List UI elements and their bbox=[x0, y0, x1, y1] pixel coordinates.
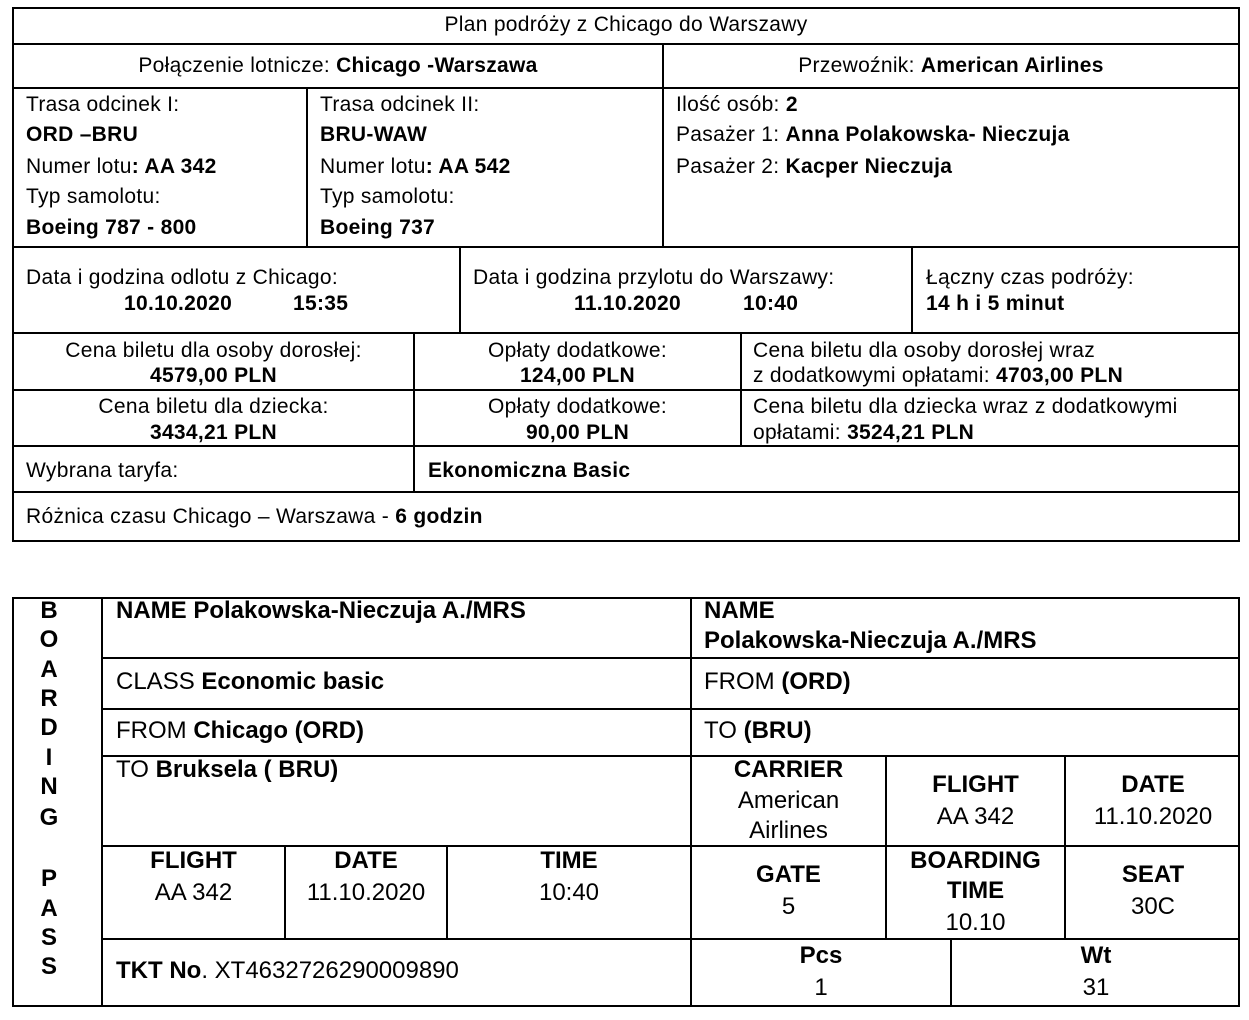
bp-name: NAME Polakowska-Nieczuja A./MRS bbox=[116, 597, 526, 624]
carrier-label: Przewoźnik: bbox=[798, 54, 915, 77]
leg2-aircraft-value: Boeing 737 bbox=[320, 216, 436, 239]
vertical-letter: B bbox=[40, 597, 58, 624]
passenger-2: Pasażer 2: Kacper Nieczuja bbox=[676, 155, 953, 178]
leg2-route-value: BRU-WAW bbox=[320, 123, 428, 146]
departure-date: 10.10.2020 bbox=[124, 292, 233, 315]
stub-flight-label: FLIGHT bbox=[932, 771, 1019, 798]
stub-wt-label: Wt bbox=[1080, 942, 1112, 969]
leg1-aircraft-value: Boeing 787 - 800 bbox=[26, 216, 197, 239]
stub-name-value: Polakowska-Nieczuja A./MRS bbox=[704, 627, 1037, 654]
arrival-date: 11.10.2020 bbox=[574, 292, 681, 315]
stub-boarding-label1: BOARDING bbox=[910, 847, 1041, 874]
stub-from: FROM (ORD) bbox=[704, 668, 851, 695]
leg1-route-label: Trasa odcinek I: bbox=[26, 93, 180, 116]
stub-date-label: DATE bbox=[1121, 771, 1185, 798]
bp-date-value: 11.10.2020 bbox=[306, 879, 426, 906]
stub-name-label: NAME bbox=[704, 597, 775, 624]
stub-boarding-value: 10.10 bbox=[945, 909, 1006, 936]
child-price-label: Cena biletu dla dziecka: bbox=[98, 395, 329, 418]
leg1-flight: Numer lotu: AA 342 bbox=[26, 155, 217, 178]
arrival-label: Data i godzina przylotu do Warszawy: bbox=[473, 266, 835, 289]
carrier-value: American Airlines bbox=[920, 54, 1104, 77]
bp-class: CLASS Economic basic bbox=[116, 668, 385, 695]
child-fee-value: 90,00 PLN bbox=[525, 421, 630, 444]
vertical-letter: P bbox=[40, 865, 57, 892]
vertical-letter: A bbox=[40, 656, 58, 683]
adult-price-value: 4579,00 PLN bbox=[149, 364, 278, 387]
vertical-letter: S bbox=[40, 953, 57, 980]
stub-gate-value: 5 bbox=[781, 893, 796, 920]
stub-flight-value: AA 342 bbox=[936, 803, 1015, 830]
bp-time-value: 10:40 bbox=[538, 879, 600, 906]
passenger-1: Pasażer 1: Anna Polakowska- Nieczuja bbox=[676, 123, 1070, 146]
plan-title: Plan podróży z Chicago do Warszawy bbox=[444, 13, 808, 36]
connection-label: Połączenie lotnicze: bbox=[138, 54, 330, 77]
arrival-time: 10:40 bbox=[743, 292, 799, 315]
connection-cell bbox=[14, 53, 662, 79]
vertical-letter: I bbox=[45, 744, 53, 771]
stub-boarding-label2: TIME bbox=[946, 877, 1005, 904]
stub-carrier-line2: Airlines bbox=[749, 817, 828, 844]
bp-to: TO Bruksela ( BRU) bbox=[116, 756, 339, 783]
bp-flight-value: AA 342 bbox=[154, 879, 233, 906]
bp-ticket-number: TKT No. XT4632726290009890 bbox=[116, 957, 459, 984]
bp-flight-label: FLIGHT bbox=[150, 847, 237, 874]
child-total-line2: opłatami: 3524,21 PLN bbox=[753, 421, 975, 444]
time-difference: Różnica czasu Chicago – Warszawa - 6 godzin bbox=[26, 505, 483, 528]
bp-time-label: TIME bbox=[540, 847, 598, 874]
leg2-flight: Numer lotu: AA 542 bbox=[320, 155, 511, 178]
leg2-aircraft-label: Typ samolotu: bbox=[320, 185, 455, 208]
stub-pcs-label: Pcs bbox=[799, 942, 843, 969]
leg2-route-label: Trasa odcinek II: bbox=[320, 93, 480, 116]
carrier-cell bbox=[664, 53, 1238, 79]
vertical-letter: D bbox=[40, 714, 58, 741]
vertical-letter: O bbox=[39, 626, 59, 653]
vertical-letter: A bbox=[40, 895, 58, 922]
adult-price-label: Cena biletu dla osoby dorosłej: bbox=[65, 339, 362, 362]
stub-wt-value: 31 bbox=[1082, 974, 1110, 1001]
fare-value: Ekonomiczna Basic bbox=[428, 459, 631, 482]
stub-to: TO (BRU) bbox=[704, 717, 812, 744]
duration-value: 14 h i 5 minut bbox=[926, 292, 1065, 315]
bp-from: FROM Chicago (ORD) bbox=[116, 717, 364, 744]
stub-carrier-label: CARRIER bbox=[733, 756, 844, 783]
adult-total-line2: z dodatkowymi opłatami: 4703,00 PLN bbox=[753, 364, 1124, 387]
departure-time: 15:35 bbox=[293, 292, 349, 315]
vertical-letter: R bbox=[40, 685, 58, 712]
vertical-letter: N bbox=[40, 773, 58, 800]
leg1-route-value: ORD –BRU bbox=[26, 123, 139, 146]
stub-carrier-line1: American bbox=[737, 787, 840, 814]
child-total-line1: Cena biletu dla dziecka wraz z dodatkowymi bbox=[753, 395, 1178, 418]
vertical-letter: S bbox=[40, 924, 57, 951]
bp-date-label: DATE bbox=[334, 847, 398, 874]
leg1-aircraft-label: Typ samolotu: bbox=[26, 185, 161, 208]
stub-seat-label: SEAT bbox=[1121, 861, 1185, 888]
adult-fee-value: 124,00 PLN bbox=[519, 364, 636, 387]
stub-pcs-value: 1 bbox=[814, 974, 828, 1001]
child-price-value: 3434,21 PLN bbox=[149, 421, 278, 444]
departure-label: Data i godzina odlotu z Chicago: bbox=[26, 266, 338, 289]
adult-fee-label: Opłaty dodatkowe: bbox=[487, 339, 668, 362]
connection-value: Chicago -Warszawa bbox=[336, 54, 538, 77]
stub-gate-label: GATE bbox=[756, 861, 821, 888]
fare-label: Wybrana taryfa: bbox=[26, 459, 179, 482]
vertical-letter: G bbox=[39, 804, 59, 831]
stub-seat-value: 30C bbox=[1130, 893, 1176, 920]
people-count: Ilość osób: 2 bbox=[676, 93, 798, 116]
adult-total-line1: Cena biletu dla osoby dorosłej wraz bbox=[753, 339, 1096, 362]
stub-date-value: 11.10.2020 bbox=[1093, 803, 1213, 830]
duration-label: Łączny czas podróży: bbox=[926, 266, 1134, 289]
child-fee-label: Opłaty dodatkowe: bbox=[487, 395, 668, 418]
